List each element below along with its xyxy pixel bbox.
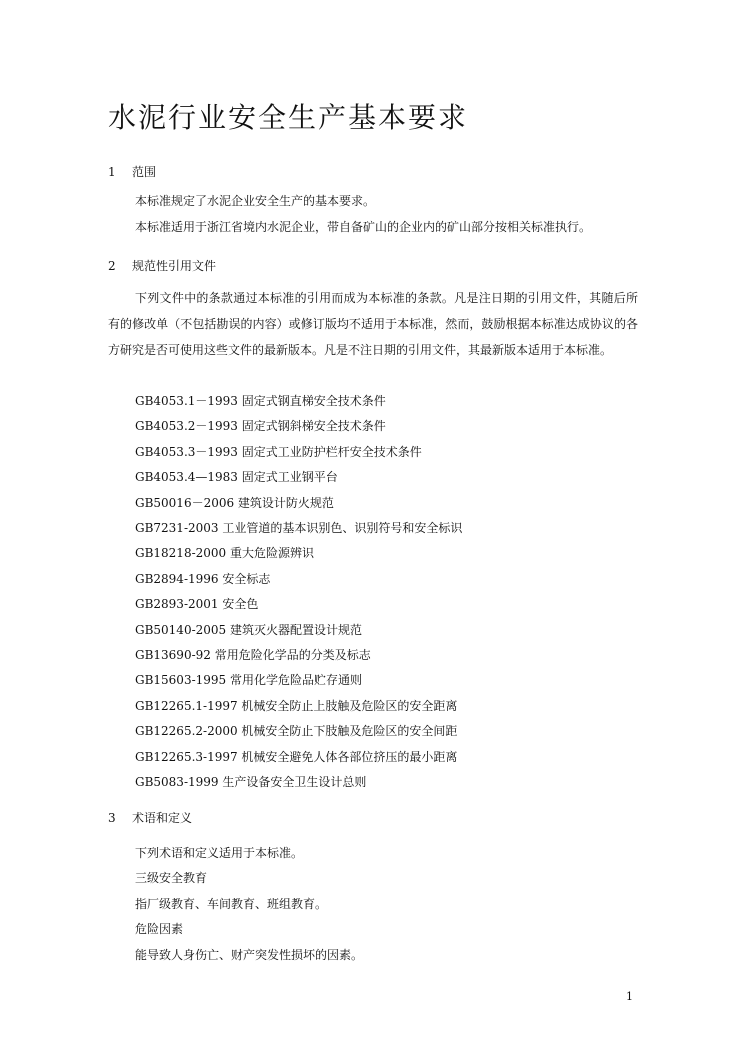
reference-item: GB4053.1－1993 固定式钢直梯安全技术条件	[135, 394, 386, 408]
reference-item: GB2894-1996 安全标志	[135, 572, 271, 586]
section-heading-references	[108, 258, 216, 274]
references-intro-paragraph: 下列文件中的条款通过本标准的引用而成为本标准的条款。凡是注日期的引用文件，其随后所有的修改单（不包括勘误的内容）或修订版均不适用于本标准，然而，鼓励根据本标准达成协议的各方研究是否可使用这些文件的最新版本。凡是不注日期的引用文件，其最新版本适用于本标准。	[108, 291, 638, 357]
reference-item: GB15603-1995 常用化学危险品贮存通则	[135, 673, 362, 687]
reference-item: GB50016－2006 建筑设计防火规范	[135, 496, 334, 510]
term-definition: 指厂级教育、车间教育、班组教育。	[135, 897, 328, 911]
reference-item: GB5083-1999 生产设备安全卫生设计总则	[135, 775, 367, 789]
reference-item: GB50140-2005 建筑灭火器配置设计规范	[135, 623, 362, 637]
section-title: 术语和定义	[132, 811, 193, 825]
section-heading-scope	[108, 164, 156, 180]
section-title: 范围	[132, 165, 157, 179]
section-title: 规范性引用文件	[132, 259, 217, 273]
reference-item: GB13690-92 常用危险化学品的分类及标志	[135, 648, 371, 662]
reference-item: GB4053.3－1993 固定式工业防护栏杆安全技术条件	[135, 445, 422, 459]
reference-item: GB2893-2001 安全色	[135, 597, 259, 611]
term-name: 三级安全教育	[135, 871, 208, 885]
reference-item: GB12265.3-1997 机械安全避免人体各部位挤压的最小距离	[135, 750, 458, 764]
reference-item: GB12265.2-2000 机械安全防止下肢触及危险区的安全间距	[135, 724, 458, 738]
reference-item: GB4053.2－1993 固定式钢斜梯安全技术条件	[135, 419, 386, 433]
reference-item: GB4053.4—1983 固定式工业钢平台	[135, 470, 338, 484]
terms-intro-line: 下列术语和定义适用于本标准。	[135, 846, 304, 860]
section-number: 2	[108, 259, 116, 273]
section-number: 3	[108, 811, 116, 825]
scope-line: 本标准适用于浙江省境内水泥企业，带自备矿山的企业内的矿山部分按相关标准执行。	[135, 220, 592, 234]
page-number: 1	[626, 990, 633, 1003]
term-definition: 能导致人身伤亡、财产突发性损坏的因素。	[135, 948, 364, 962]
scope-line: 本标准规定了水泥企业安全生产的基本要求。	[135, 194, 376, 208]
reference-item: GB12265.1-1997 机械安全防止上肢触及危险区的安全距离	[135, 699, 458, 713]
reference-item: GB18218-2000 重大危险源辨识	[135, 546, 314, 560]
reference-item: GB7231-2003 工业管道的基本识别色、识别符号和安全标识	[135, 521, 463, 535]
section-number: 1	[108, 165, 116, 179]
section-heading-terms	[108, 810, 192, 826]
term-name: 危险因素	[135, 922, 184, 936]
document-title: 水泥行业安全生产基本要求	[108, 101, 469, 134]
